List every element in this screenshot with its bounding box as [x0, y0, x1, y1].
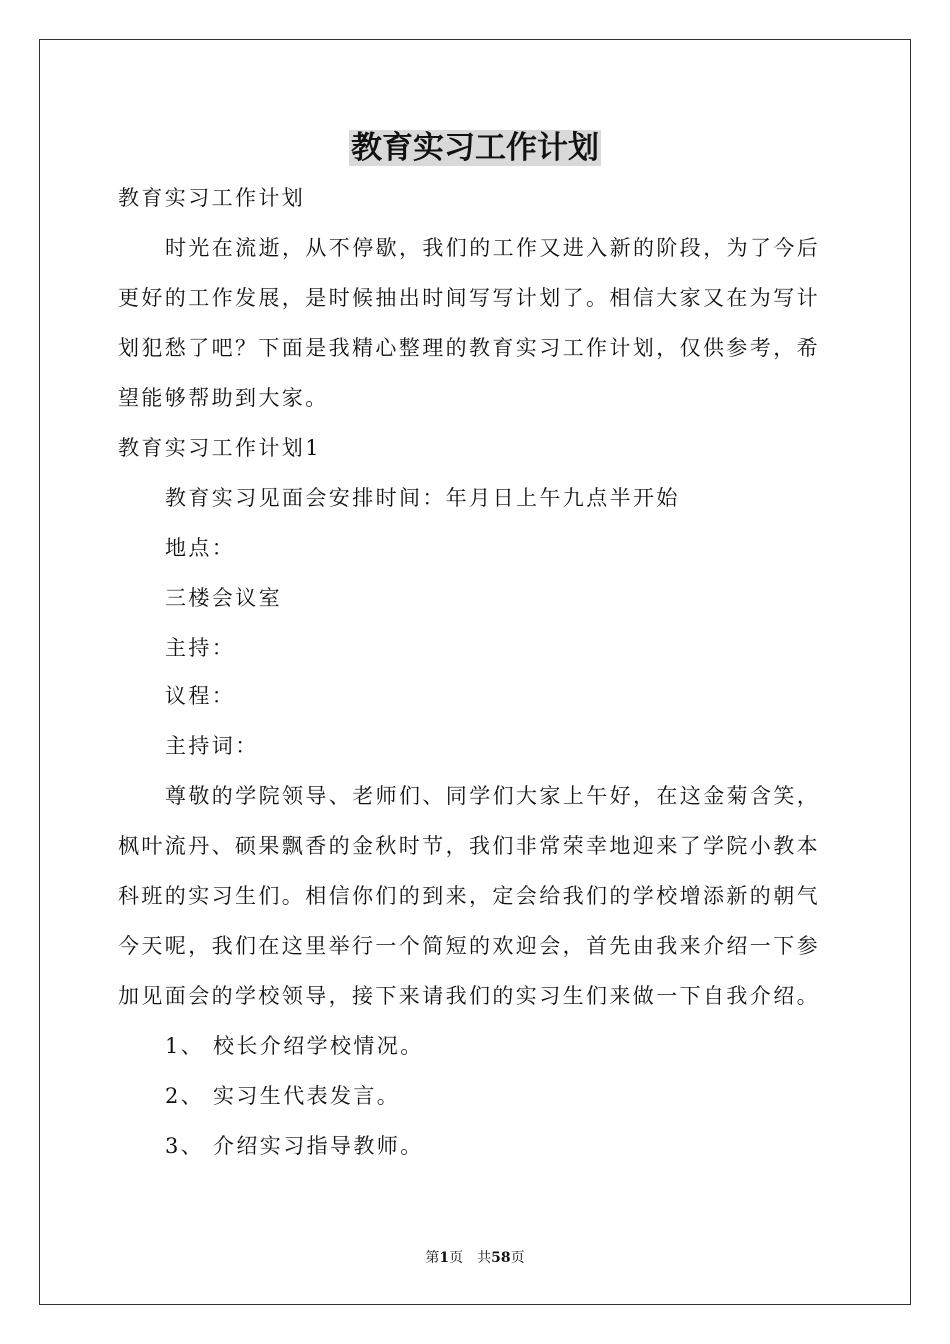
list-item-text: 介绍实习指导教师。 [213, 1134, 424, 1158]
host-speech-label: 主持词： [165, 734, 259, 758]
list-item-number: 2、 [165, 1084, 205, 1108]
list-item [165, 1131, 424, 1161]
document-title [0, 126, 950, 170]
speech-line: 今天呢，我们在这里举行一个简短的欢迎会，首先由我来介绍一下参 [118, 934, 820, 958]
footer-prefix: 第 [425, 1250, 440, 1266]
subtitle: 教育实习工作计划 [118, 186, 306, 210]
speech-line: 加见面会的学校领导，接下来请我们的实习生们来做一下自我介绍。 [118, 984, 820, 1008]
speech-line: 尊敬的学院领导、老师们、同学们大家上午好，在这金菊含笑， [165, 784, 821, 808]
location-value: 三楼会议室 [165, 586, 282, 610]
list-item [165, 1081, 400, 1111]
speech-line: 枫叶流丹、硕果飘香的金秋时节，我们非常荣幸地迎来了学院小教本 [118, 834, 820, 858]
document-title-text: 教育实习工作计划 [351, 130, 599, 166]
page-footer [0, 1248, 950, 1268]
intro-line: 划犯愁了吧？下面是我精心整理的教育实习工作计划，仅供参考，希 [118, 336, 820, 360]
speech-line: 科班的实习生们。相信你们的到来，定会给我们的学校增添新的朝气 [118, 884, 820, 908]
footer-page-number: 1 [439, 1250, 450, 1266]
footer-suffix: 页 [510, 1250, 525, 1266]
footer-mid: 页 共 [449, 1250, 492, 1266]
list-item [165, 1031, 424, 1061]
list-item-number: 1、 [165, 1034, 205, 1058]
schedule-item: 教育实习见面会安排时间：年月日上午九点半开始 [165, 486, 680, 510]
page-border [39, 39, 911, 1305]
section-heading: 教育实习工作计划1 [118, 436, 321, 460]
agenda-label: 议程： [165, 684, 236, 708]
intro-line: 时光在流逝，从不停歇，我们的工作又进入新的阶段，为了今后 [165, 236, 821, 260]
list-item-text: 校长介绍学校情况。 [213, 1034, 424, 1058]
location-label: 地点： [165, 536, 236, 560]
intro-line: 更好的工作发展，是时候抽出时间写写计划了。相信大家又在为写计 [118, 286, 820, 310]
list-item-text: 实习生代表发言。 [213, 1084, 401, 1108]
host-label: 主持： [165, 636, 236, 660]
list-item-number: 3、 [165, 1134, 205, 1158]
intro-line: 望能够帮助到大家。 [118, 386, 329, 410]
footer-total-pages: 58 [491, 1250, 511, 1266]
